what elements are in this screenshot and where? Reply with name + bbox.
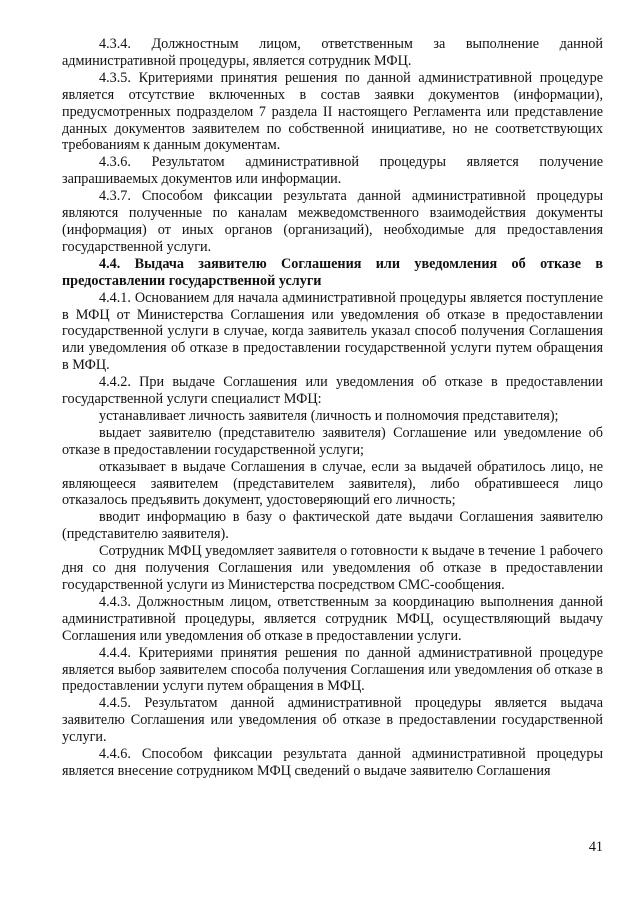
- paragraph-4-4-3: 4.4.3. Должностным лицом, ответственным за координацию выполнения данной административной процедуры, является сотрудник МФЦ, осуществляющий выдачу Соглашения или уведомления об отказе в предоставлении услуги.: [62, 593, 603, 644]
- list-item-issue: выдает заявителю (представителю заявителя) Соглашение или уведомление об отказе в предоставлении государственной услуги;: [62, 424, 603, 458]
- section-heading-4-4: 4.4. Выдача заявителю Соглашения или уведомления об отказе в предоставлении государственной услуги: [62, 255, 603, 289]
- paragraph-4-4-2: 4.4.2. При выдаче Соглашения или уведомления об отказе в предоставлении государственной услуги специалист МФЦ:: [62, 374, 603, 408]
- page-number: 41: [588, 839, 603, 855]
- paragraph-4-4-1: 4.4.1. Основанием для начала административной процедуры является поступление в МФЦ от Министерства Соглашения или уведомления об отказе в предоставлении государственной услуги в случае, когда заявитель указал способ получения Соглашения или уведомления об отказе в предоставлении государственной услуги путем обращения в МФЦ.: [62, 289, 603, 374]
- paragraph-4-4-6: 4.4.6. Способом фиксации результата данной административной процедуры является внесение сотрудником МФЦ сведений о выдаче заявителю Соглашения: [62, 746, 603, 779]
- paragraph-4-4-5: 4.4.5. Результатом данной административной процедуры является выдача заявителю Соглашения или уведомления об отказе в предоставлении государственной услуги.: [62, 695, 603, 746]
- list-item-refuse: отказывает в выдаче Соглашения в случае, если за выдачей обратилось лицо, не являющееся заявителем (представителем заявителя), либо обратившееся лицо отказалось предъявить документ, удостоверяющий его личность;: [62, 458, 603, 509]
- paragraph-4-3-6: 4.3.6. Результатом административной процедуры является получение запрашиваемых документов или информации.: [62, 154, 603, 188]
- paragraph-4-4-4: 4.4.4. Критериями принятия решения по данной административной процедуре является выбор заявителем способа получения Соглашения или уведомления об отказе в предоставлении услуги путем обращения в МФЦ.: [62, 644, 603, 695]
- paragraph-notify: Сотрудник МФЦ уведомляет заявителя о готовности к выдаче в течение 1 рабочего дня со дня получения Соглашения или уведомления об отказе в предоставлении государственной услуги из Министерства посредством СМС-сообщения.: [62, 543, 603, 593]
- paragraph-4-3-7: 4.3.7. Способом фиксации результата данной административной процедуры являются полученные по каналам межведомственного взаимодействия документы (информация) от иных органов (организаций), необходимые для предоставления государственной услуги.: [62, 188, 603, 255]
- paragraph-4-3-5: 4.3.5. Критериями принятия решения по данной административной процедуре является отсутствие включенных в состав заявки документов (информации), предусмотренных подразделом 7 раздела II настоящего Регламента или представление данных документов заявителем по собственной инициативе, но не соответствующих требованиям к данным документам.: [62, 69, 603, 154]
- list-item-identify: устанавливает личность заявителя (личность и полномочия представителя);: [99, 407, 559, 424]
- paragraph-4-3-4: 4.3.4. Должностным лицом, ответственным за выполнение данной административной процедуры, является сотрудник МФЦ.: [62, 36, 603, 69]
- list-item-enter-info: вводит информацию в базу о фактической дате выдачи Соглашения заявителю (представителю заявителя).: [62, 509, 603, 543]
